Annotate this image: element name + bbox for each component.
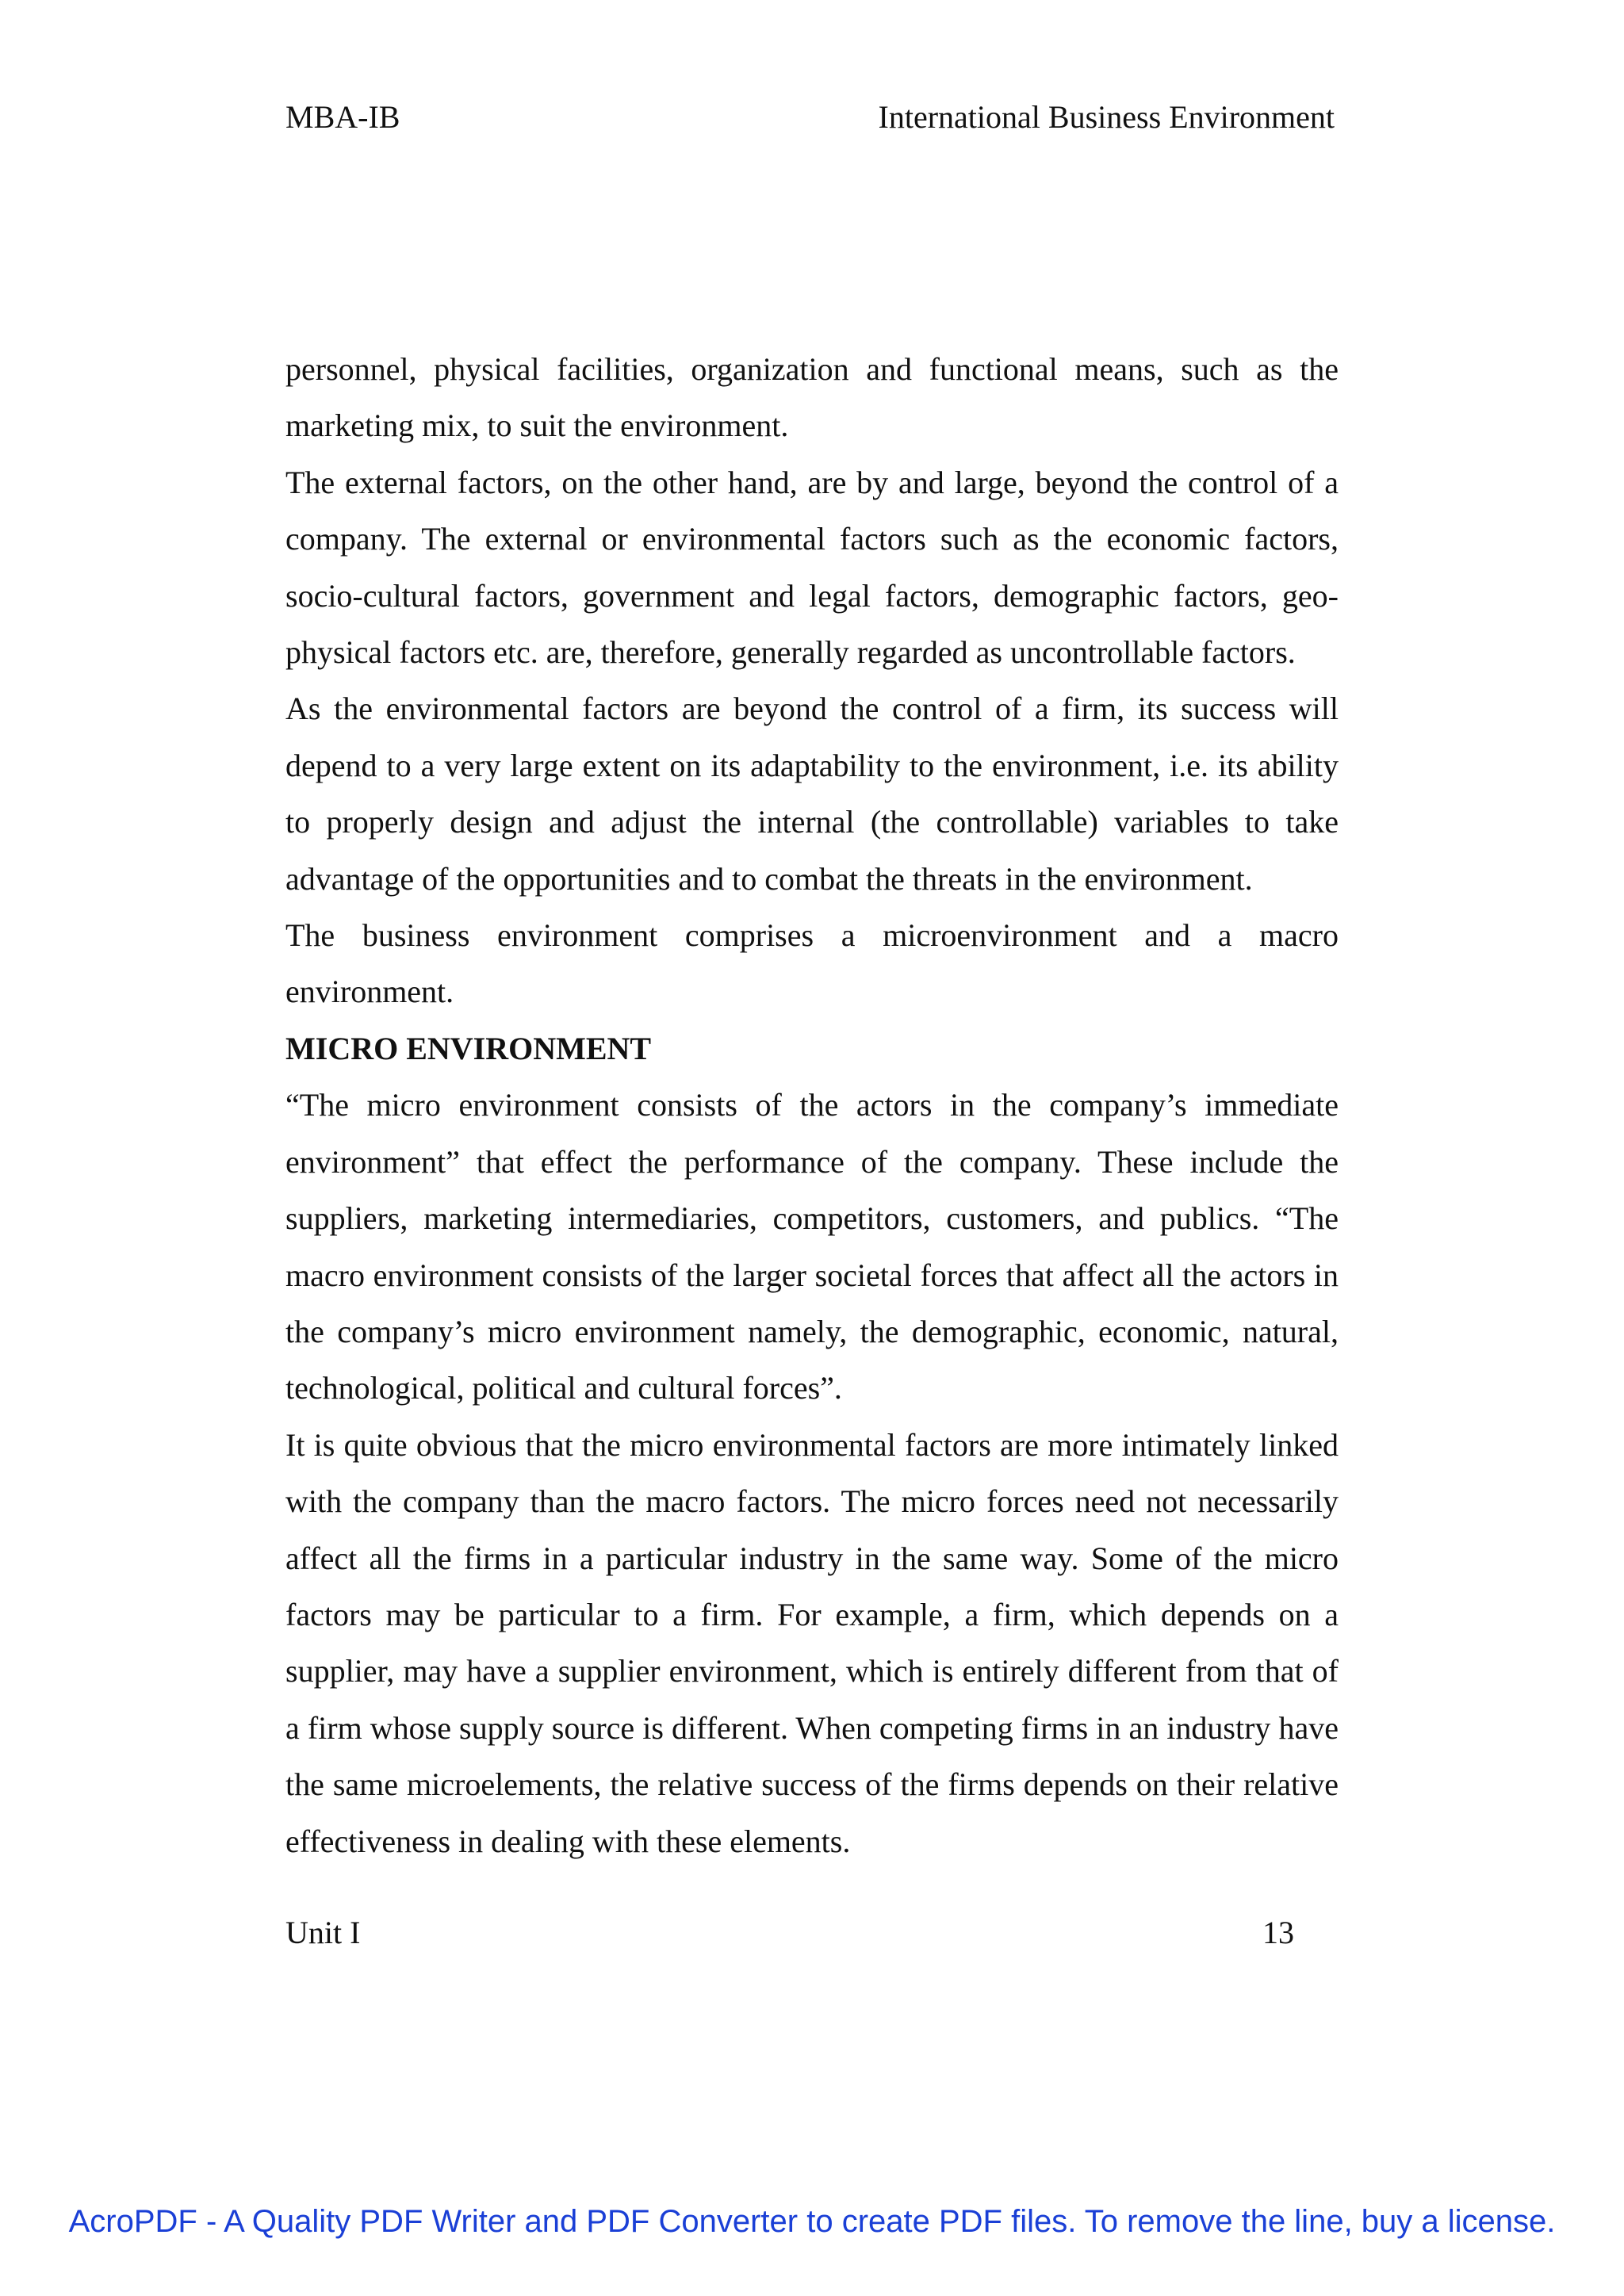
header-title: International Business Environment (878, 99, 1335, 135)
paragraph: “The micro environment consists of the actors in the company’s immediate environment” that effect the performance of the company. These include the suppliers, marketing intermediaries, competitors, customers, and publics. “The macro environment consists of the larger societal forces that affect all the actors in the company’s micro environment namely, the demographic, economic, natural, technological, political and cultural forces”. (285, 1087, 1339, 1406)
section-heading: MICRO ENVIRONMENT (285, 1030, 652, 1066)
paragraph: personnel, physical facilities, organization and functional means, such as the marketing mix, to suit the environment. (285, 351, 1339, 444)
paragraph: As the environmental factors are beyond the control of a firm, its success will depend to a very large extent on its adaptability to the environment, i.e. its ability to properly design and adjust the internal (the controllable) variables to take advantage of the opportunities and to combat the threats in the environment. (285, 691, 1339, 897)
acropdf-watermark: AcroPDF - A Quality PDF Writer and PDF Converter to create PDF files. To remove the line, buy a license. (68, 2204, 1556, 2239)
paragraph: The business environment comprises a microenvironment and a macro environment. (285, 917, 1339, 1010)
paragraph: The external factors, on the other hand, are by and large, beyond the control of a company. The external or environmental factors such as the economic factors, socio-cultural factors, government and legal factors, demographic factors, geo-physical factors etc. are, therefore, generally regarded as uncontrollable factors. (285, 464, 1339, 671)
footer-unit: Unit I (285, 1915, 361, 1950)
page-number: 13 (1262, 1915, 1294, 1950)
document-body (285, 341, 1339, 1869)
paragraph: It is quite obvious that the micro environmental factors are more intimately linked with the company than the macro factors. The micro forces need not necessarily affect all the firms in a particular industry in the same way. Some of the micro factors may be particular to a firm. For example, a firm, which depends on a supplier, may have a supplier environment, which is entirely different from that of a firm whose supply source is different. When competing firms in an industry have the same microelements, the relative success of the firms depends on their relative effectiveness in dealing with these elements. (285, 1426, 1339, 1859)
header-course: MBA-IB (285, 99, 400, 135)
